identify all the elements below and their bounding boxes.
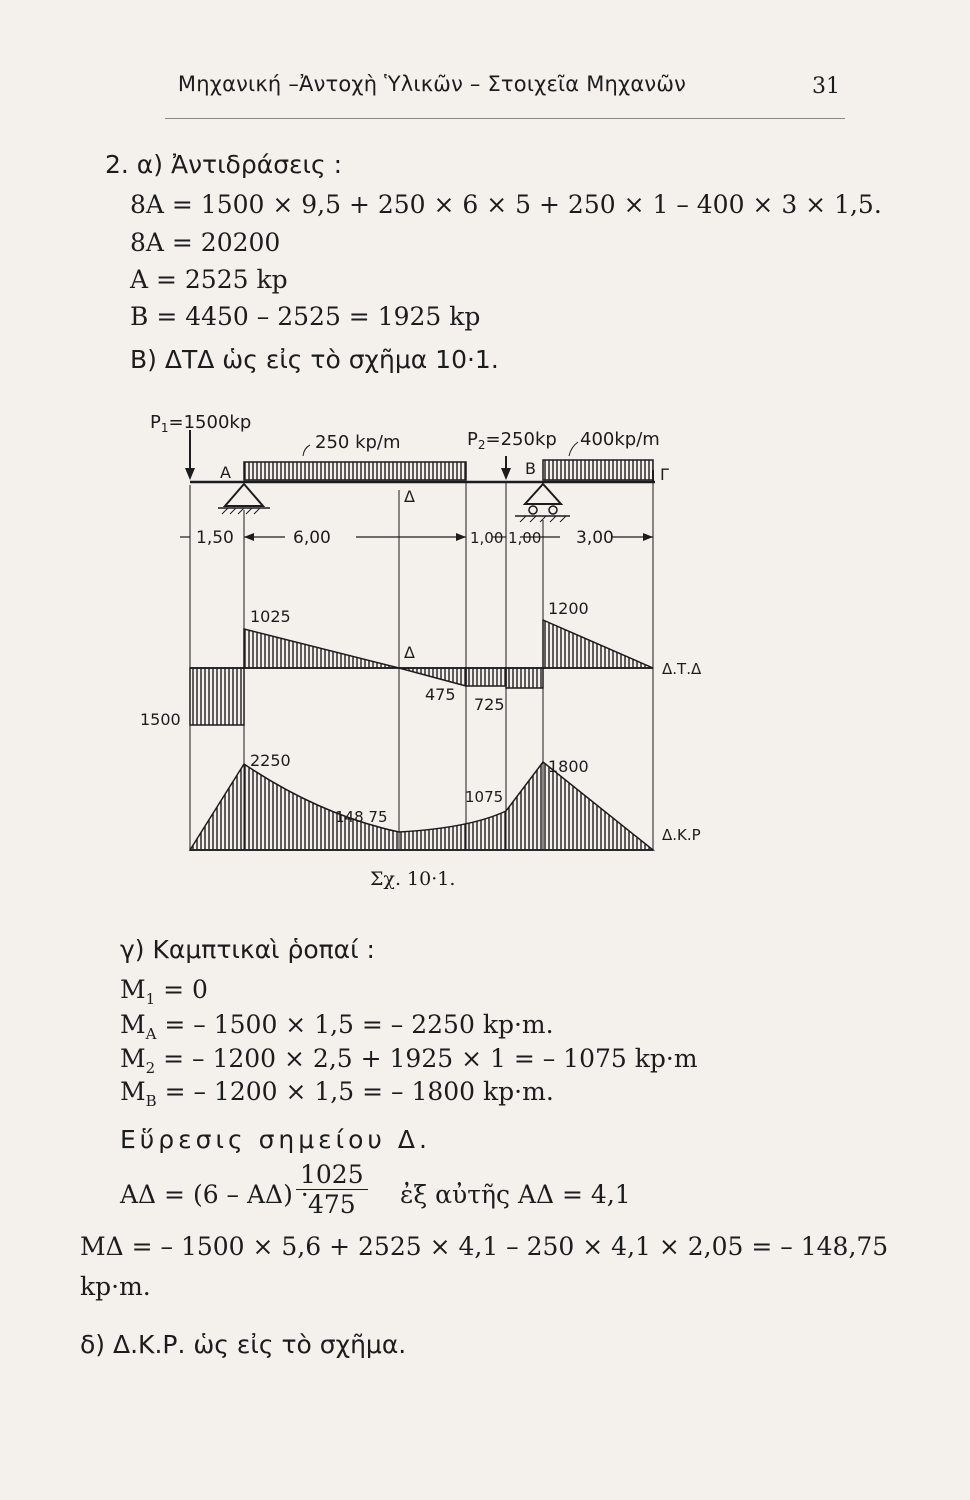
fraction-denominator: 475: [307, 1190, 356, 1219]
p2-label: $P_2=250kp$: [467, 429, 557, 452]
moment-ma: $M_A$ = – 1500 × 1,5 = – 2250 kp·m.: [120, 1010, 554, 1043]
shear-region-4: [466, 668, 506, 686]
shear-region-5: [506, 668, 543, 688]
shear-diagram-label: Δ.Τ.Δ: [662, 660, 702, 678]
dim-2: 6,00: [293, 528, 331, 548]
equation-line: A = 2525 kp: [130, 265, 288, 294]
shear-point-d: Δ: [404, 643, 415, 662]
moment-m1: $M_1 = 0$: [120, 975, 208, 1008]
load-diagram: [150, 412, 669, 522]
p1-label: $P_1=1500kp$: [150, 412, 252, 435]
section-c-label: γ) Καμπτικαὶ ῥοπαί :: [120, 935, 375, 964]
moment-m2: $M_2$ = – 1200 × 2,5 + 1925 × 1 = – 1075 kp·m: [120, 1044, 698, 1077]
ad-equation-left: AΔ = (6 – AΔ) ·: [120, 1180, 309, 1209]
moment-value-1075: 1075: [465, 788, 504, 806]
support-a: [218, 484, 270, 514]
running-header: Μηχανική –Ἀντοχὴ Ὑλικῶν – Στοιχεῖα Μηχανῶν: [177, 72, 687, 96]
moment-diagram-label: Δ.Κ.Ρ: [662, 826, 701, 844]
ad-equation-right: ἐξ αὐτῆς AΔ = 4,1: [400, 1180, 631, 1209]
section-a-label: 2. α) Ἀντιδράσεις :: [105, 150, 343, 179]
equation-line: 8A = 20200: [130, 228, 281, 257]
moment-mb: $M_B$ = – 1200 × 1,5 = – 1800 kp·m.: [120, 1077, 554, 1110]
dim-4: 1,00: [508, 529, 542, 547]
md-unit: kp·m.: [80, 1272, 151, 1301]
point-g-label: Γ: [660, 465, 669, 484]
section-d-label: δ) Δ.Κ.Ρ. ὡς εἰς τὸ σχῆμα.: [80, 1330, 407, 1359]
distributed-load-1: [244, 462, 466, 480]
dim-1: 1,50: [196, 528, 234, 548]
distributed-load-2: [543, 460, 653, 480]
section-b-label: B) ΔΤΔ ὡς εἰς τὸ σχῆμα 10·1.: [130, 345, 499, 374]
shear-value-1025: 1025: [250, 607, 291, 626]
shear-region-6: [543, 620, 653, 668]
shear-value-1500: 1500: [140, 710, 181, 729]
support-b: [515, 484, 570, 522]
point-a-label: A: [220, 463, 231, 482]
page-number: 31: [812, 74, 840, 99]
shear-value-1200: 1200: [548, 599, 589, 618]
shear-region-2: [244, 629, 399, 668]
ad-fraction: [296, 1160, 368, 1219]
find-point-d-label: Εὕρεσις σημείου Δ.: [120, 1125, 431, 1154]
point-b-label: B: [525, 459, 536, 478]
equation-line: B = 4450 – 2525 = 1925 kp: [130, 302, 481, 331]
shear-region-3: [399, 668, 466, 686]
equation-line: 8A = 1500 × 9,5 + 250 × 6 × 5 + 250 × 1 – 400 × 3 × 1,5.: [130, 190, 882, 219]
moment-value-2250: 2250: [250, 751, 291, 770]
md-equation: MΔ = – 1500 × 5,6 + 2525 × 4,1 – 250 × 4,1 × 2,05 = – 148,75: [80, 1232, 889, 1261]
moment-value-1800: 1800: [548, 757, 589, 776]
moment-value-14875: 148 75: [335, 808, 388, 826]
shear-value-475: 475: [425, 685, 456, 704]
shear-region-1: [190, 668, 244, 725]
q1-label: 250 kp/m: [315, 432, 401, 453]
dim-3: 1,00: [470, 529, 504, 547]
q2-label: 400kp/m: [580, 429, 660, 450]
dim-5: 3,00: [576, 528, 614, 548]
shear-value-725: 725: [474, 695, 505, 714]
shear-diagram: [140, 599, 702, 729]
figure-caption: Σχ. 10·1.: [370, 868, 456, 890]
point-d-label: Δ: [404, 487, 415, 506]
fraction-numerator: 1025: [296, 1160, 368, 1190]
moment-diagram: [190, 751, 701, 850]
